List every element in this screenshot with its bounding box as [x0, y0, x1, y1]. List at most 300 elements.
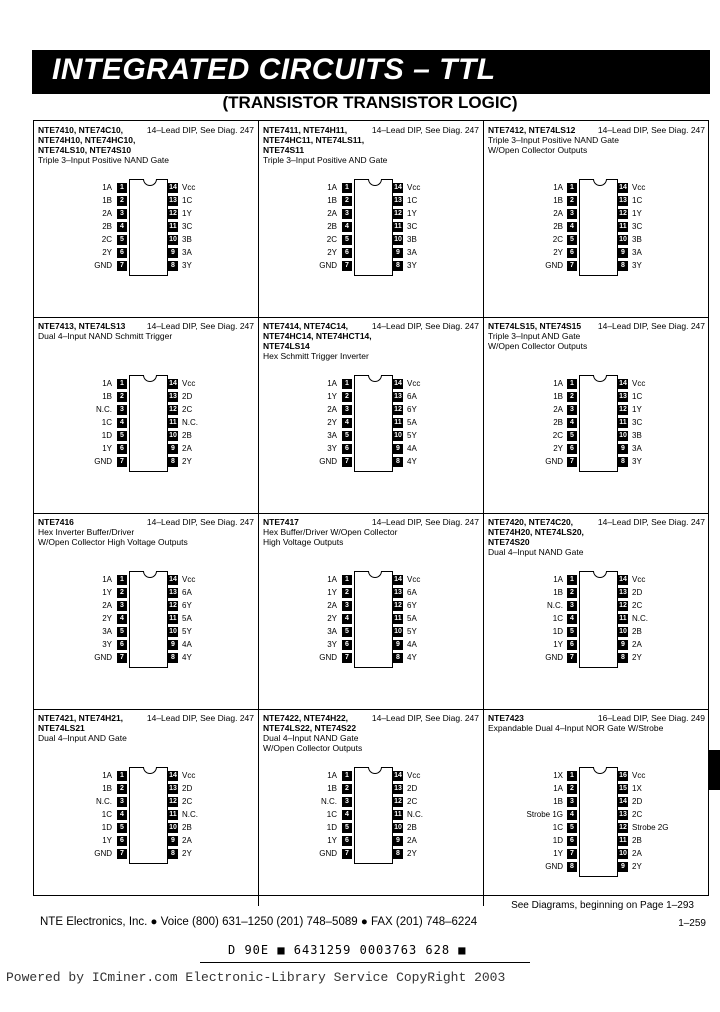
pin-number: 4: [567, 222, 577, 232]
pin-number: 1: [117, 771, 127, 781]
pin-number: 10: [619, 432, 627, 439]
pin-label: 1D: [552, 627, 563, 636]
pin-label: 2Y: [632, 653, 642, 662]
pin-label: 1Y: [553, 849, 563, 858]
pin-label: 4Y: [407, 653, 417, 662]
ic-description: Triple 3–Input Positive NAND Gate: [38, 155, 170, 165]
part-numbers: NTE7413, NTE74LS13: [38, 321, 126, 331]
pin-label: 1X: [632, 784, 642, 793]
company-contact: NTE Electronics, Inc. ● Voice (800) 631–1250 (201) 748–5089 ● FAX (201) 748–6224: [40, 916, 478, 928]
package-info: 16–Lead DIP, See Diag. 249: [597, 713, 705, 723]
dip-pinout: [34, 709, 258, 906]
pin-number: 7: [117, 653, 127, 663]
pin-number: 12: [169, 602, 177, 609]
pin-label: 4A: [407, 640, 417, 649]
page-title: INTEGRATED CIRCUITS – TTL: [52, 53, 496, 86]
pin-label: 2D: [182, 392, 193, 401]
part-numbers: NTE7420, NTE74C20, NTE74H20, NTE74LS20, NTE74S20: [488, 517, 584, 547]
pin-label: 2A: [553, 405, 563, 414]
dip-pinout: [34, 317, 258, 513]
pin-label: N.C.: [321, 797, 337, 806]
ic-description: Expandable Dual 4–Input NOR Gate W/Strobe: [488, 723, 664, 733]
pin-number: 7: [567, 653, 577, 663]
pin-number: 1: [567, 379, 577, 389]
pin-label: 1Y: [327, 836, 337, 845]
barcode-text: D 90E ■ 6431259 0003763 628 ■: [228, 943, 467, 957]
pin-number: 11: [619, 615, 627, 622]
dip-pinout: [259, 709, 483, 906]
pin-label: 3Y: [182, 261, 192, 270]
pin-number: 2: [567, 588, 577, 598]
pin-number: 2: [567, 784, 577, 794]
pin-number: 12: [619, 824, 627, 831]
part-numbers: NTE7412, NTE74LS12: [488, 125, 576, 135]
pin-number: 9: [168, 248, 178, 258]
pin-number: 14: [619, 184, 627, 191]
pin-number: 5: [342, 235, 352, 245]
pin-number: 14: [169, 184, 177, 191]
pin-number: 3: [567, 209, 577, 219]
pin-number: 9: [393, 640, 403, 650]
pin-label: GND: [319, 849, 337, 858]
part-numbers: NTE7421, NTE74H21, NTE74LS21: [38, 713, 124, 733]
pin-label: 2A: [632, 640, 642, 649]
pin-number: 1: [117, 379, 127, 389]
pin-number: 2: [342, 196, 352, 206]
dip-pinout: [259, 121, 483, 317]
dip-pinout: [34, 121, 258, 317]
pin-label: 1C: [632, 196, 643, 205]
pin-number: 4: [567, 418, 577, 428]
pin-label: 2Y: [553, 444, 563, 453]
pin-number: 12: [394, 602, 402, 609]
dip-pinout: [484, 317, 709, 513]
ic-description: Triple 3–Input AND Gate W/Open Collector Outputs: [488, 331, 588, 351]
pin-label: 1B: [102, 392, 112, 401]
pin-number: 13: [619, 393, 627, 400]
pin-label: 2C: [407, 797, 418, 806]
pin-label: 4A: [407, 444, 417, 453]
pin-label: 2B: [102, 222, 112, 231]
pin-label: 2B: [553, 418, 563, 427]
ic-cell: [259, 121, 484, 318]
pin-label: 2Y: [327, 248, 337, 257]
pin-label: 2Y: [327, 418, 337, 427]
pin-label: 6Y: [407, 601, 417, 610]
pin-label: 6A: [182, 588, 192, 597]
chip-body: [129, 179, 168, 276]
ic-description: Dual 4–Input NAND Gate: [488, 547, 584, 557]
pin-number: 2: [342, 392, 352, 402]
pin-number: 8: [567, 862, 577, 872]
pin-label: 1A: [327, 379, 337, 388]
pin-label: 6A: [407, 588, 417, 597]
pin-number: 9: [618, 444, 628, 454]
pin-number: 12: [619, 210, 627, 217]
pin-number: 6: [117, 640, 127, 650]
pin-number: 8: [618, 653, 628, 663]
pin-label: 6A: [407, 392, 417, 401]
ic-description: Triple 3–Input Positive AND Gate: [263, 155, 388, 165]
pin-label: 1C: [407, 196, 418, 205]
pin-label: 2B: [182, 431, 192, 440]
pin-label: 1Y: [553, 640, 563, 649]
pin-number: 10: [169, 824, 177, 831]
ic-description: Dual 4–Input AND Gate: [38, 733, 127, 743]
pin-number: 11: [169, 615, 177, 622]
pin-number: 2: [117, 392, 127, 402]
pin-number: 13: [394, 393, 402, 400]
pin-label: 3C: [632, 222, 643, 231]
pin-number: 1: [567, 771, 577, 781]
part-numbers: NTE7417: [263, 517, 299, 527]
pin-number: 10: [169, 628, 177, 635]
pin-number: 4: [117, 614, 127, 624]
pin-label: 2B: [182, 823, 192, 832]
pin-number: 8: [168, 457, 178, 467]
pin-label: 1Y: [327, 588, 337, 597]
pin-number: 7: [342, 653, 352, 663]
pin-number: 16: [619, 772, 627, 779]
pin-number: 3: [567, 797, 577, 807]
pin-number: 10: [169, 236, 177, 243]
title-bar: [32, 50, 710, 94]
pin-number: 3: [117, 797, 127, 807]
pin-label: 3Y: [407, 261, 417, 270]
pin-label: Vcc: [632, 379, 646, 388]
pin-label: 1C: [182, 196, 193, 205]
pin-number: 12: [394, 406, 402, 413]
pin-label: 1Y: [632, 405, 642, 414]
pin-number: 14: [394, 380, 402, 387]
pin-number: 10: [169, 432, 177, 439]
pin-label: 1Y: [102, 588, 112, 597]
pin-number: 15: [619, 785, 627, 792]
pin-label: 5A: [407, 614, 417, 623]
pin-label: 5Y: [182, 627, 192, 636]
pin-number: 12: [619, 406, 627, 413]
pin-label: Vcc: [407, 183, 421, 192]
pin-number: 6: [342, 444, 352, 454]
pin-label: 2Y: [102, 614, 112, 623]
pin-number: 12: [394, 798, 402, 805]
pin-number: 1: [342, 771, 352, 781]
pin-number: 3: [117, 601, 127, 611]
pin-label: 1Y: [182, 209, 192, 218]
pin-label: 2A: [102, 601, 112, 610]
pin-label: GND: [94, 849, 112, 858]
package-info: 14–Lead DIP, See Diag. 247: [371, 713, 479, 723]
pin-label: 1Y: [102, 444, 112, 453]
pin-label: GND: [319, 457, 337, 466]
pin-label: 1A: [327, 771, 337, 780]
pin-label: 3A: [407, 248, 417, 257]
pin-label: 2C: [632, 810, 643, 819]
pin-number: 9: [393, 836, 403, 846]
pin-label: 2A: [182, 836, 192, 845]
package-info: 14–Lead DIP, See Diag. 247: [597, 517, 705, 527]
package-info: 14–Lead DIP, See Diag. 247: [146, 321, 254, 331]
pin-number: 13: [619, 811, 627, 818]
pin-number: 6: [567, 444, 577, 454]
pin-label: 2A: [327, 209, 337, 218]
pin-number: 3: [117, 405, 127, 415]
pin-number: 7: [342, 457, 352, 467]
pin-label: GND: [94, 653, 112, 662]
pin-label: 1B: [553, 797, 563, 806]
pin-label: 1D: [101, 823, 112, 832]
pin-number: 1: [567, 183, 577, 193]
pin-number: 14: [619, 380, 627, 387]
pin-label: 2Y: [182, 849, 192, 858]
pin-number: 8: [393, 457, 403, 467]
ic-cell: [484, 317, 709, 514]
pin-number: 4: [342, 614, 352, 624]
pin-number: 4: [342, 810, 352, 820]
ic-description: Hex Buffer/Driver W/Open Collector High Voltage Outputs: [263, 527, 398, 547]
ic-cell: [484, 513, 709, 710]
pin-label: 3A: [182, 248, 192, 257]
ic-cell: [259, 709, 484, 906]
part-numbers: NTE7423: [488, 713, 524, 723]
pin-number: 1: [117, 575, 127, 585]
pin-number: 1: [117, 183, 127, 193]
pin-number: 13: [394, 197, 402, 204]
pin-number: 8: [393, 653, 403, 663]
pin-number: 13: [169, 393, 177, 400]
pin-label: 3C: [407, 222, 418, 231]
pin-number: 2: [342, 784, 352, 794]
pin-number: 3: [567, 405, 577, 415]
pin-label: 2Y: [327, 614, 337, 623]
pin-number: 5: [117, 235, 127, 245]
ic-description: Dual 4–Input NAND Schmitt Trigger: [38, 331, 173, 341]
pin-number: 11: [169, 811, 177, 818]
pin-number: 5: [567, 431, 577, 441]
part-numbers: NTE7411, NTE74H11, NTE74HC11, NTE74LS11, NTE74S11: [263, 125, 365, 155]
pin-number: 9: [618, 862, 628, 872]
chip-body: [579, 179, 618, 276]
pin-number: 14: [169, 772, 177, 779]
pin-label: 2C: [552, 431, 563, 440]
pin-number: 10: [394, 824, 402, 831]
pin-number: 13: [394, 589, 402, 596]
pin-label: 2B: [553, 222, 563, 231]
pin-number: 12: [169, 210, 177, 217]
pin-label: Strobe 2G: [632, 823, 669, 832]
pin-number: 6: [342, 248, 352, 258]
pin-label: 1B: [553, 392, 563, 401]
pin-label: Vcc: [632, 183, 646, 192]
pin-number: 7: [117, 457, 127, 467]
pin-label: 2B: [327, 222, 337, 231]
pin-label: 2C: [632, 601, 643, 610]
page-subtitle: (TRANSISTOR TRANSISTOR LOGIC): [222, 93, 518, 112]
pin-label: 1A: [102, 379, 112, 388]
pin-label: N.C.: [547, 601, 563, 610]
pin-label: N.C.: [182, 810, 198, 819]
dip-pinout: [484, 709, 709, 906]
ic-cell: [259, 513, 484, 710]
pin-number: 3: [342, 209, 352, 219]
pin-label: 3B: [632, 431, 642, 440]
pin-label: 1B: [553, 588, 563, 597]
pin-number: 7: [342, 261, 352, 271]
pin-number: 14: [619, 576, 627, 583]
pin-number: 6: [117, 444, 127, 454]
pin-number: 1: [342, 379, 352, 389]
ic-description: Triple 3–Input Positive NAND Gate W/Open Collector Outputs: [488, 135, 620, 155]
pin-number: 4: [117, 222, 127, 232]
part-numbers: NTE7422, NTE74H22, NTE74LS22, NTE74S22: [263, 713, 357, 733]
pin-number: 11: [619, 419, 627, 426]
pin-label: 5A: [182, 614, 192, 623]
pin-number: 5: [117, 431, 127, 441]
pin-label: 2Y: [182, 457, 192, 466]
pin-label: 1Y: [407, 209, 417, 218]
pin-number: 5: [342, 823, 352, 833]
pin-number: 14: [394, 184, 402, 191]
pin-label: 2B: [407, 823, 417, 832]
chip-body: [579, 571, 618, 668]
chip-notch: [143, 767, 157, 774]
pin-label: GND: [545, 457, 563, 466]
pin-number: 13: [169, 785, 177, 792]
chip-notch: [143, 179, 157, 186]
ic-cell: [484, 709, 709, 906]
pin-number: 3: [567, 601, 577, 611]
pin-label: 3A: [632, 248, 642, 257]
chip-notch: [368, 375, 382, 382]
pin-number: 3: [342, 405, 352, 415]
divider: [200, 962, 530, 963]
pin-label: 3Y: [632, 457, 642, 466]
pin-number: 13: [169, 197, 177, 204]
pin-label: 2A: [407, 836, 417, 845]
pin-label: 1Y: [327, 392, 337, 401]
pin-number: 5: [567, 627, 577, 637]
ic-cell: [34, 121, 259, 318]
pin-number: 4: [567, 810, 577, 820]
pin-label: 2D: [407, 784, 418, 793]
pin-label: 1D: [552, 836, 563, 845]
pin-label: 5A: [407, 418, 417, 427]
pin-number: 6: [567, 836, 577, 846]
dip-pinout: [34, 513, 258, 709]
pin-number: 2: [117, 784, 127, 794]
chip-body: [579, 375, 618, 472]
pin-number: 13: [394, 785, 402, 792]
pin-label: 1C: [632, 392, 643, 401]
pin-label: 2D: [632, 588, 643, 597]
pin-label: 2C: [326, 235, 337, 244]
page-number: 1–259: [678, 918, 706, 929]
pin-label: 1Y: [632, 209, 642, 218]
pin-number: 2: [342, 588, 352, 598]
pin-label: 1D: [101, 431, 112, 440]
chip-body: [129, 767, 168, 864]
pin-number: 9: [168, 640, 178, 650]
pin-number: 8: [393, 849, 403, 859]
pin-label: 2A: [182, 444, 192, 453]
dip-pinout: [259, 317, 483, 513]
pin-label: 2C: [101, 235, 112, 244]
pin-number: 8: [168, 261, 178, 271]
pin-label: 5Y: [407, 627, 417, 636]
pin-label: Vcc: [407, 575, 421, 584]
chip-notch: [368, 767, 382, 774]
pin-label: 2A: [553, 209, 563, 218]
pin-number: 12: [619, 602, 627, 609]
pin-number: 7: [567, 261, 577, 271]
pin-number: 1: [342, 183, 352, 193]
pin-label: 4A: [182, 640, 192, 649]
pin-label: GND: [545, 653, 563, 662]
pin-label: 1A: [327, 575, 337, 584]
pin-number: 8: [618, 261, 628, 271]
pin-label: GND: [545, 261, 563, 270]
pin-number: 4: [117, 810, 127, 820]
pin-number: 14: [169, 576, 177, 583]
pin-label: 3Y: [632, 261, 642, 270]
pin-number: 9: [168, 836, 178, 846]
pin-number: 13: [169, 589, 177, 596]
pin-number: 6: [567, 640, 577, 650]
pin-label: 1D: [326, 823, 337, 832]
pin-number: 5: [342, 431, 352, 441]
pin-label: 2Y: [553, 248, 563, 257]
pin-label: 1A: [553, 379, 563, 388]
pin-label: 5Y: [407, 431, 417, 440]
chip-notch: [593, 767, 607, 774]
package-info: 14–Lead DIP, See Diag. 247: [146, 125, 254, 135]
pin-number: 13: [619, 197, 627, 204]
part-numbers: NTE74LS15, NTE74S15: [488, 321, 582, 331]
chip-notch: [593, 375, 607, 382]
pin-number: 8: [168, 849, 178, 859]
package-info: 14–Lead DIP, See Diag. 247: [146, 517, 254, 527]
package-info: 14–Lead DIP, See Diag. 247: [371, 321, 479, 331]
package-info: 14–Lead DIP, See Diag. 247: [371, 517, 479, 527]
pin-label: 3Y: [102, 640, 112, 649]
ic-grid: [33, 120, 709, 896]
pin-number: 3: [117, 209, 127, 219]
pin-label: 2B: [632, 627, 642, 636]
pin-label: 2B: [632, 836, 642, 845]
part-numbers: NTE7414, NTE74C14, NTE74HC14, NTE74HCT14, NTE74LS14: [263, 321, 372, 351]
section-tab: [708, 750, 720, 790]
pin-label: Vcc: [182, 379, 196, 388]
pin-number: 11: [619, 837, 627, 844]
pin-number: 9: [618, 248, 628, 258]
pin-number: 1: [567, 575, 577, 585]
pin-label: Strobe 1G: [526, 810, 563, 819]
pin-number: 8: [618, 457, 628, 467]
pin-label: 3Y: [327, 444, 337, 453]
pin-label: 3C: [182, 222, 193, 231]
pin-number: 6: [117, 836, 127, 846]
pin-number: 11: [169, 419, 177, 426]
ic-cell: [484, 121, 709, 318]
pin-number: 5: [342, 627, 352, 637]
pin-number: 11: [394, 419, 402, 426]
pin-label: 3B: [407, 235, 417, 244]
pin-number: 10: [394, 236, 402, 243]
pin-number: 6: [342, 640, 352, 650]
part-numbers: NTE7410, NTE74C10, NTE74H10, NTE74HC10, NTE74LS10, NTE74S10: [38, 125, 136, 155]
pin-label: 2Y: [102, 248, 112, 257]
pin-label: Vcc: [407, 771, 421, 780]
